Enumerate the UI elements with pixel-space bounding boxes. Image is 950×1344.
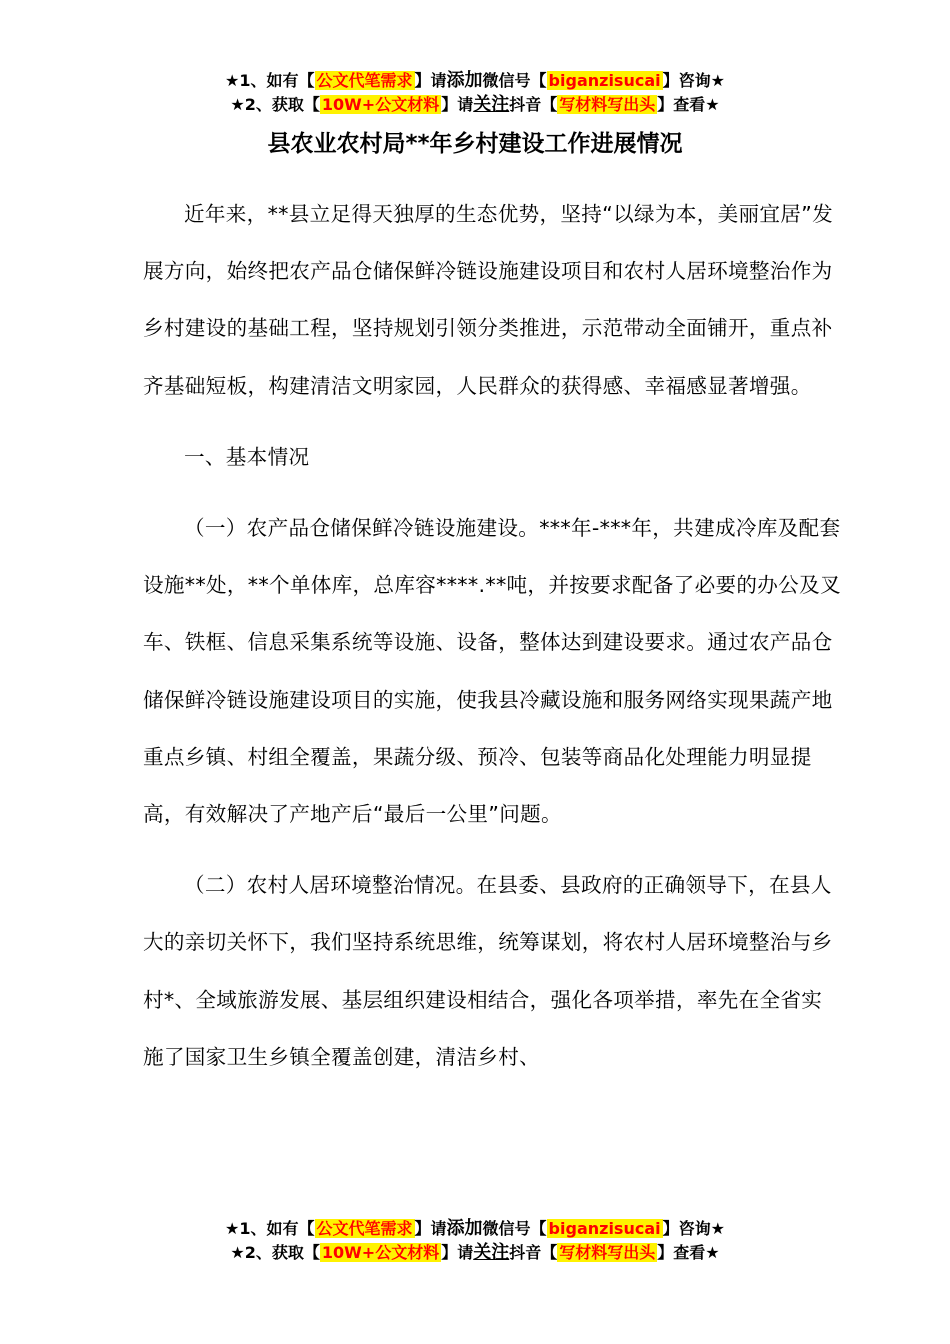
highlight-materials: 10W+公文材料 — [321, 95, 440, 114]
highlight-service: 公文代笔需求 — [316, 71, 413, 90]
highlight-douyin: 写材料写出头 — [559, 95, 656, 114]
section-heading-basic: 一、基本情况 — [184, 444, 310, 469]
footer-ad-line-1: ★1、如有【 公文代笔需求 】请添加微信号【 biganzisucai 】咨询★ — [225, 1218, 725, 1239]
header-ad-line-1: ★1、如有【 公文代笔需求 】请添加微信号【 biganzisucai 】咨询★ — [225, 70, 725, 91]
highlight-materials: 10W+公文材料 — [321, 1243, 440, 1262]
highlight-service: 公文代笔需求 — [316, 1219, 413, 1238]
highlight-wechat-id: biganzisucai — [548, 1219, 661, 1238]
paragraph-cold-chain: （一）农产品仓储保鲜冷链设施建设。***年-***年，共建成冷库及配套设施**处，**个单体库，总库容****.**吨，并按要求配备了必要的办公及叉车、铁框、信息采集系统等设施、设备，整体达到建设要求。通过农产品仓储保鲜冷链设施建设项目的实施，使我县冷藏设施和服务网络实现果蔬产地重点乡镇、村组全覆盖，果蔬分级、预冷、包装等商品化处理能力明显提高，有效解决了产地产后“最后一公里”问题。 — [143, 516, 841, 827]
intro-paragraph: 近年来，**县立足得天独厚的生态优势，坚持“以绿为本，美丽宜居”发展方向，始终把农产品仓储保鲜冷链设施建设项目和农村人居环境整治作为乡村建设的基础工程，坚持规划引领分类推进，示范带动全面铺开，重点补齐基础短板，构建清洁文明家园，人民群众的获得感、幸福感显著增强。 — [143, 202, 834, 398]
document-title: 县农业农村局**年乡村建设工作进展情况 — [267, 131, 683, 157]
highlight-wechat-id: biganzisucai — [548, 71, 661, 90]
document-body — [143, 186, 843, 1100]
header-ad-line-2: ★2、获取【 10W+公文材料 】请关注抖音【 写材料写出头 】查看★ — [230, 94, 720, 115]
highlight-douyin: 写材料写出头 — [559, 1243, 656, 1262]
footer-ad-line-2: ★2、获取【 10W+公文材料 】请关注抖音【 写材料写出头 】查看★ — [230, 1242, 720, 1263]
paragraph-environment: （二）农村人居环境整治情况。在县委、县政府的正确领导下，在县人大的亲切关怀下，我们坚持系统思维，统筹谋划，将农村人居环境整治与乡村*、全域旅游发展、基层组织建设相结合，强化各项举措，率先在全省实施了国家卫生乡镇全覆盖创建，清洁乡村、 — [143, 873, 833, 1069]
